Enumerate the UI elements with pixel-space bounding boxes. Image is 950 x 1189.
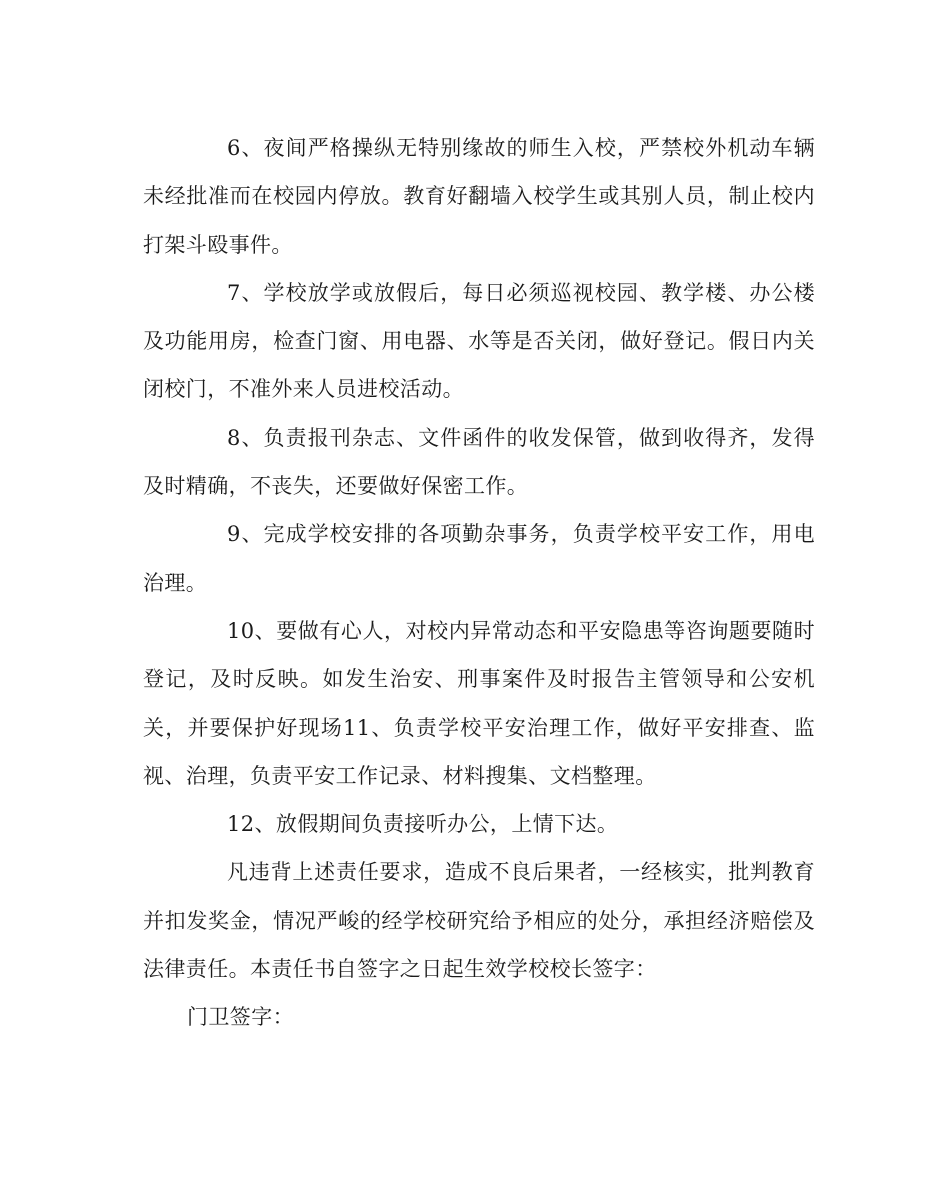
paragraph-item-8: 8、负责报刊杂志、文件函件的收发保管，做到收得齐，发得及时精确，不丧失，还要做好保密工作。 bbox=[143, 425, 815, 499]
paragraph-item-6: 6、夜间严格操纵无特别缘故的师生入校，严禁校外机动车辆未经批准而在校园内停放。教育好翻墙入校学生或其别人员，制止校内打架斗殴事件。 bbox=[143, 136, 815, 257]
document-body bbox=[143, 124, 815, 1042]
paragraph-item-10-11: 10、要做有心人，对校内异常动态和平安隐患等咨询题要随时登记，及时反映。如发生治安、刑事案件及时报告主管领导和公安机关，并要保护好现场11、负责学校平安治理工作，做好平安排查、监视、治理，负责平安工作记录、材料搜集、文档整理。 bbox=[143, 618, 815, 788]
paragraph-item-9: 9、完成学校安排的各项勤杂事务，负责学校平安工作，用电治理。 bbox=[143, 522, 815, 595]
guard-signature-line: 门卫签字： bbox=[187, 1005, 294, 1030]
paragraph-item-12: 12、放假期间负责接听办公，上情下达。 bbox=[227, 812, 619, 837]
paragraph-penalty-clause: 凡违背上述责任要求，造成不良后果者，一经核实，批判教育并扣发奖金，情况严峻的经学校研究给予相应的处分，承担经济赔偿及法律责任。本责任书自签字之日起生效学校校长签字： bbox=[143, 860, 815, 982]
paragraph-item-7: 7、学校放学或放假后，每日必须巡视校园、教学楼、办公楼及功能用房，检查门窗、用电器、水等是否关闭，做好登记。假日内关闭校门，不准外来人员进校活动。 bbox=[143, 280, 815, 402]
